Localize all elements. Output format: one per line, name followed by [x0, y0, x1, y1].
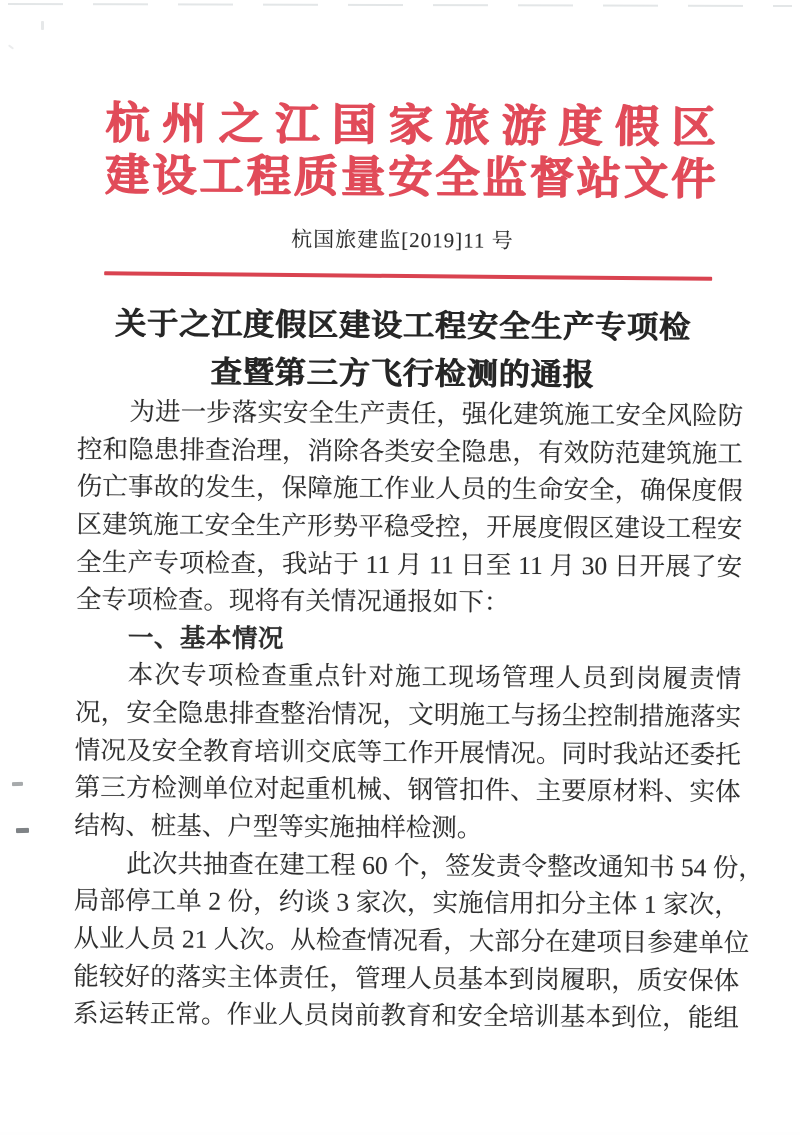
document-body: [72, 393, 764, 1038]
body-line: 本次专项检查重点针对施工现场管理人员到岗履责情: [127, 660, 742, 694]
body-line: 全生产专项检查，我站于 11 月 11 日至 11 月 30 日开展了安: [76, 547, 743, 581]
document-number: 杭国旅建监[2019]11 号: [291, 227, 514, 253]
body-line: 一、基本情况: [127, 622, 285, 654]
body-line: 第三方检测单位对起重机械、钢管扣件、主要原材料、实体: [74, 773, 741, 807]
body-line: 从业人员 21 人次。从检查情况看，大部分在建项目参建单位: [73, 923, 750, 958]
letterhead-line-1: 杭州之江国家旅游度假区: [105, 98, 716, 153]
body-line: 局部停工单 2 份，约谈 3 家次，实施信用扣分主体 1 家次，: [73, 886, 740, 920]
letterhead-line-2: 建设工程质量安全监督站文件: [104, 150, 716, 205]
body-line: 况，安全隐患排查整治情况，文明施工与扬尘控制措施落实: [75, 697, 742, 732]
body-line: 系运转正常。作业人员岗前教育和安全培训基本到位，能组: [72, 998, 740, 1033]
body-line: 区建筑施工安全生产形势平稳受控，开展度假区建设工程安: [76, 509, 743, 544]
body-line: 控和隐患排查治理，消除各类安全隐患，有效防范建筑施工: [76, 434, 744, 469]
body-line: 结构、桩基、户型等实施抽样检测。: [74, 810, 483, 843]
red-divider-line: [104, 271, 712, 280]
body-line: 能较好的落实主体责任，管理人员基本到岗履职，质安保体: [73, 961, 740, 995]
body-line: 伤亡事故的发生，保障施工作业人员的生命安全，确保度假: [76, 472, 743, 506]
letterhead: [105, 98, 716, 206]
body-line: 全专项检查。现将有关情况通报如下：: [75, 584, 510, 617]
body-line: 情况及安全教育培训交底等工作开展情况。同时我站还委托: [74, 735, 741, 770]
document-title-line-2: 查暨第三方飞行检测的通报: [210, 354, 595, 393]
document-title: [79, 300, 726, 401]
body-line: 此次共抽查在建工程 60 个，签发责令整改通知书 54 份，: [126, 848, 764, 883]
document-title-line-1: 关于之江度假区建设工程安全生产专项检: [114, 306, 691, 346]
body-line: 为进一步落实安全生产责任，强化建筑施工安全风险防: [129, 397, 744, 431]
